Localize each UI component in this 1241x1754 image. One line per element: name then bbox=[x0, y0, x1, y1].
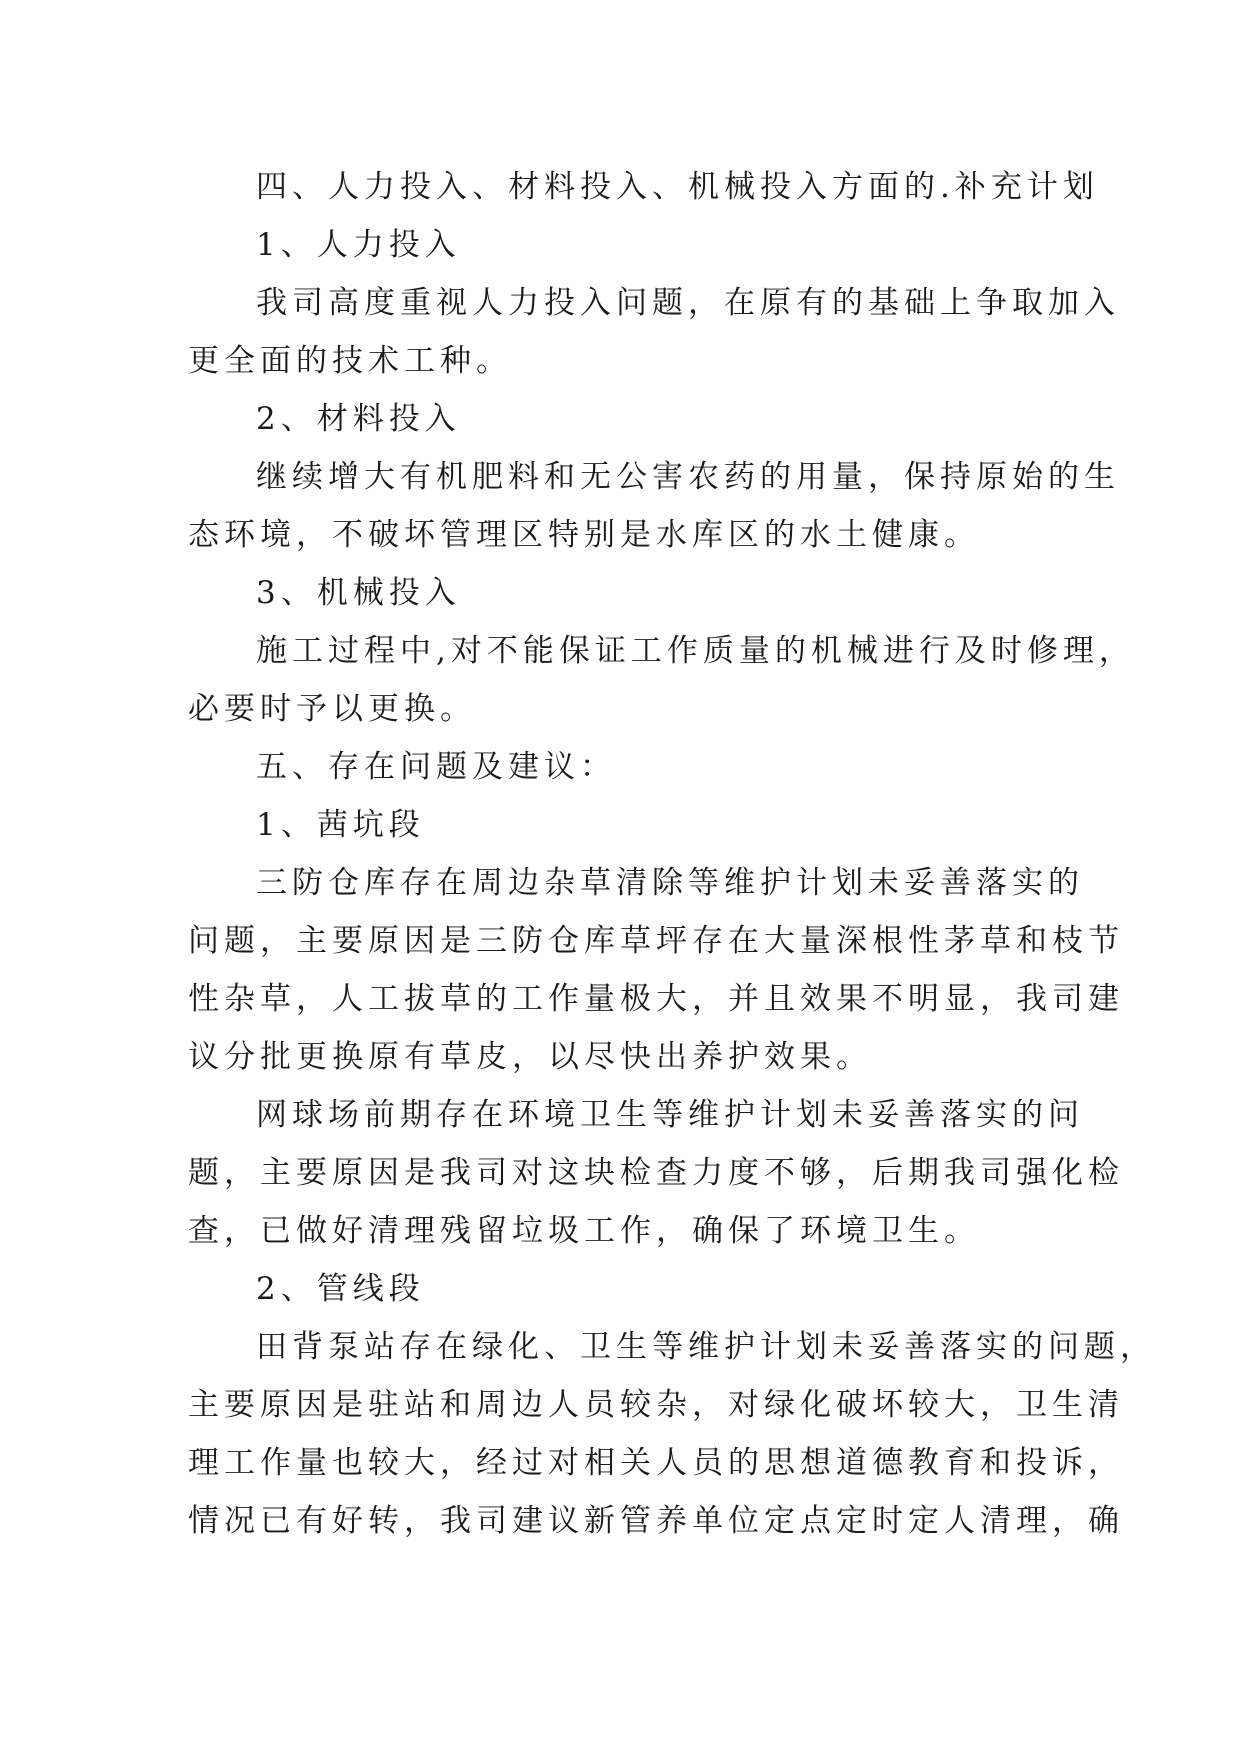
paragraph-line: 情况已有好转，我司建议新管养单位定点定时定人清理，确 bbox=[188, 1503, 1124, 1539]
paragraph-line: 必要时予以更换。 bbox=[188, 691, 476, 727]
paragraph-line: 性杂草，人工拔草的工作量极大，并且效果不明显，我司建 bbox=[188, 981, 1124, 1017]
subsection-heading: 2、材料投入 bbox=[256, 401, 461, 437]
subsection-heading: 1、人力投入 bbox=[256, 227, 461, 263]
paragraph-line: 田背泵站存在绿化、卫生等维护计划未妥善落实的问题， bbox=[256, 1329, 1156, 1365]
paragraph-line: 继续增大有机肥料和无公害农药的用量，保持原始的生 bbox=[256, 459, 1120, 495]
paragraph-line: 主要原因是驻站和周边人员较杂，对绿化破坏较大，卫生清 bbox=[188, 1387, 1124, 1423]
paragraph-line: 题，主要原因是我司对这块检查力度不够，后期我司强化检 bbox=[188, 1155, 1124, 1191]
section-heading: 五、存在问题及建议： bbox=[256, 749, 616, 785]
paragraph-line: 问题，主要原因是三防仓库草坪存在大量深根性茅草和枝节 bbox=[188, 923, 1124, 959]
paragraph-line: 议分批更换原有草皮，以尽快出养护效果。 bbox=[188, 1039, 872, 1075]
paragraph-line: 查，已做好清理残留垃圾工作，确保了环境卫生。 bbox=[188, 1213, 980, 1249]
paragraph-line: 网球场前期存在环境卫生等维护计划未妥善落实的问 bbox=[256, 1097, 1084, 1133]
paragraph-line: 更全面的技术工种。 bbox=[188, 343, 512, 379]
paragraph-line: 我司高度重视人力投入问题，在原有的基础上争取加入 bbox=[256, 285, 1120, 321]
paragraph-line: 施工过程中,对不能保证工作质量的机械进行及时修理， bbox=[256, 633, 1135, 669]
paragraph-line: 三防仓库存在周边杂草清除等维护计划未妥善落实的 bbox=[256, 865, 1084, 901]
subsection-heading: 2、管线段 bbox=[256, 1271, 425, 1307]
subsection-heading: 3、机械投入 bbox=[256, 575, 461, 611]
paragraph-line: 理工作量也较大，经过对相关人员的思想道德教育和投诉， bbox=[188, 1445, 1124, 1481]
paragraph-line: 态环境，不破坏管理区特别是水库区的水土健康。 bbox=[188, 517, 980, 553]
subsection-heading: 1、茜坑段 bbox=[256, 807, 425, 843]
section-heading: 四、人力投入、材料投入、机械投入方面的.补充计划 bbox=[256, 169, 1099, 205]
